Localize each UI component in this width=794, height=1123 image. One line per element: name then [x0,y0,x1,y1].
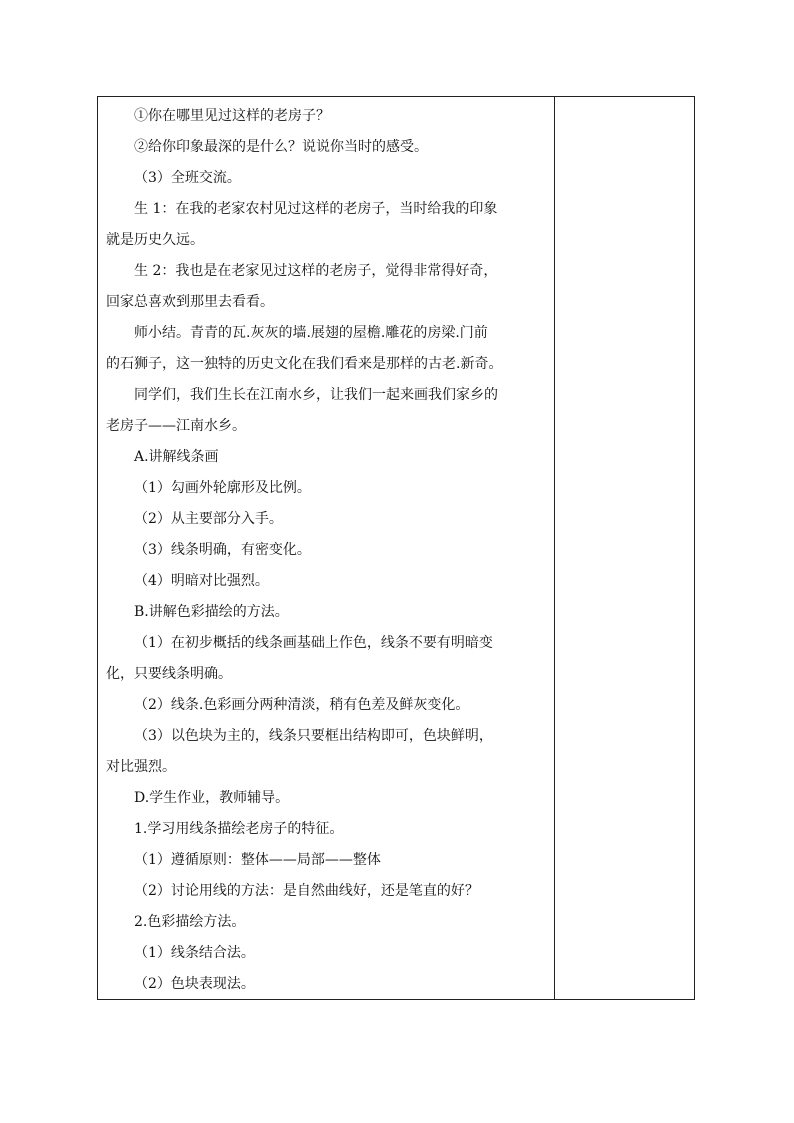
text-line: （2）从主要部分入手。 [134,511,283,527]
section-heading: A.讲解线条画 [134,449,219,465]
text-line: 生 1：在我的老家农村见过这样的老房子，当时给我的印象 [134,201,498,217]
text-line: （1）勾画外轮廓形及比例。 [134,480,311,496]
section-heading: B.讲解色彩描绘的方法。 [134,604,289,620]
text-line: ②给你印象最深的是什么？说说你当时的感受。 [134,139,428,155]
text-line: （1）线条结合法。 [134,945,255,961]
text-line: （3）全班交流。 [134,170,241,186]
text-line: （3）以色块为主的，线条只要框出结构即可，色块鲜明， [134,728,493,744]
text-line: 1.学习用线条描绘老房子的特征。 [134,821,344,837]
text-line: 的石狮子，这一独特的历史文化在我们看来是那样的古老.新奇。 [106,356,503,372]
text-line: 老房子——江南水乡。 [106,418,246,434]
text-line: （1）在初步概括的线条画基础上作色，线条不要有明暗变 [134,635,493,651]
lesson-content-cell [98,97,554,999]
text-line: （2）色块表现法。 [134,976,255,992]
text-line: 回家总喜欢到那里去看看。 [106,294,274,310]
text-line: ①你在哪里见过这样的老房子？ [134,108,330,124]
text-line: （4）明暗对比强烈。 [134,573,269,589]
text-line: （2）讨论用线的方法：是自然曲线好，还是笔直的好？ [134,883,479,899]
text-line: 对比强烈。 [106,759,176,775]
text-line: 同学们，我们生长在江南水乡，让我们一起来画我们家乡的 [134,387,498,403]
notes-cell [555,97,695,999]
text-line: 师小结。青青的瓦.灰灰的墙.展翅的屋檐.雕花的房梁.门前 [134,325,488,341]
text-line: （3）线条明确，有密变化。 [134,542,311,558]
lesson-table [97,96,695,1000]
text-line: （2）线条.色彩画分两种清淡，稍有色差及鲜灰变化。 [134,697,470,713]
text-line: 就是历史久远。 [106,232,204,248]
text-line: 生 2：我也是在老家见过这样的老房子，觉得非常得好奇， [134,263,498,279]
text-line: 2.色彩描绘方法。 [134,914,246,930]
text-line: （1）遵循原则：整体——局部——整体 [134,852,381,868]
section-heading: D.学生作业，教师辅导。 [134,790,290,806]
text-line: 化，只要线条明确。 [106,666,232,682]
